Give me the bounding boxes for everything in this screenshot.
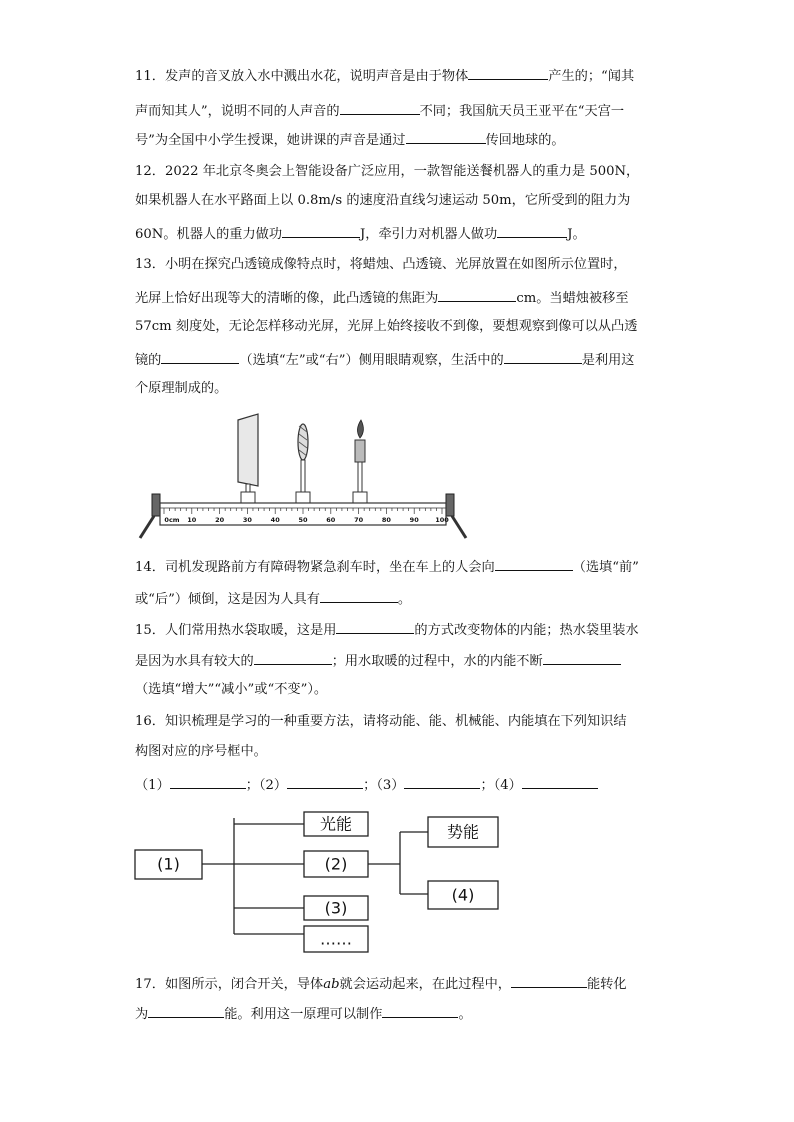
bench-post-right <box>446 494 454 516</box>
q12-line3 <box>135 224 586 244</box>
box-2-label: (2) <box>324 854 348 874</box>
q14-text: 或“后”）倾倒，这是因为人具有 <box>135 592 320 607</box>
ruler-label: 50 <box>298 516 308 524</box>
q17-text: 能转化 <box>586 977 627 992</box>
ruler-label: 90 <box>409 516 419 524</box>
q15-line2 <box>135 651 621 671</box>
q13-line5 <box>135 380 227 398</box>
q16-blank-1[interactable] <box>170 775 246 789</box>
box-3-label: (3) <box>324 898 348 918</box>
q17-text: 能。利用这一原理可以制作 <box>224 1007 383 1022</box>
q13-line2 <box>135 288 629 308</box>
q11-text: 产生的；“闻其 <box>548 69 635 84</box>
q13-text: 光屏上恰好出现等大的清晰的像，此凸透镜的焦距为 <box>135 291 439 306</box>
box-potential-label: 势能 <box>446 822 480 842</box>
ruler-label: 40 <box>270 516 280 524</box>
ruler-label: 80 <box>381 516 391 524</box>
q11-line3 <box>135 130 565 150</box>
q12-text: J。 <box>567 227 586 242</box>
q14-text: 。 <box>397 592 412 607</box>
q12-blank-2[interactable] <box>497 224 567 238</box>
box-more-label: …… <box>320 929 352 949</box>
q11-blank-1[interactable] <box>468 66 548 80</box>
bench-post-left <box>152 494 160 516</box>
q15-text: （选填“增大”“减小”或“不变”）。 <box>135 682 328 697</box>
candle-flame <box>357 420 363 438</box>
ruler-label: 30 <box>242 516 252 524</box>
q12-blank-1[interactable] <box>282 224 360 238</box>
energy-structure-diagram <box>130 806 530 958</box>
q15-blank-3[interactable] <box>543 651 621 665</box>
q16-answer-label-2: ；（2） <box>245 778 288 793</box>
q14-line1 <box>135 557 639 577</box>
light-screen <box>238 414 258 486</box>
q16-text: 构图对应的序号框中。 <box>135 744 267 759</box>
q14-blank-2[interactable] <box>320 589 398 603</box>
q11-text: 传回地球的。 <box>485 133 565 148</box>
q17-blank-1[interactable] <box>511 974 587 988</box>
q13-line3 <box>135 318 637 336</box>
q13-text: （选填“左”或“右”）侧用眼睛观察，生活中的 <box>239 353 504 368</box>
lens-stem <box>301 460 305 496</box>
q15-text: ；用水取暖的过程中，水的内能不断 <box>331 654 543 669</box>
q17-line2 <box>135 1004 472 1024</box>
q11-blank-2[interactable] <box>340 101 420 115</box>
q11-text: 11．发声的音叉放入水中溅出水花，说明声音是由于物体 <box>135 69 469 84</box>
q13-blank-3[interactable] <box>504 350 582 364</box>
q15-text: 的方式改变物体的内能；热水袋里装水 <box>414 623 639 638</box>
q13-text: 个原理制成的。 <box>135 381 228 396</box>
ruler-label: 60 <box>326 516 336 524</box>
q17-blank-2[interactable] <box>148 1004 224 1018</box>
ruler-label: 10 <box>187 516 197 524</box>
q16-line2 <box>135 743 267 761</box>
q16-answer-label-1: （1） <box>135 778 170 793</box>
q11-text: 不同；我国航天员王亚平在“天宫一 <box>419 104 625 119</box>
q14-line2 <box>135 589 411 609</box>
box-light-label: 光能 <box>319 814 353 834</box>
q16-blank-4[interactable] <box>522 775 598 789</box>
q17-blank-3[interactable] <box>382 1004 458 1018</box>
box-4-label: (4) <box>451 885 475 905</box>
ruler-label: 0cm <box>164 516 180 524</box>
q11-line2 <box>135 101 624 121</box>
ruler-label: 100 <box>435 516 449 524</box>
q17-text: 为 <box>135 1007 149 1022</box>
q11-blank-3[interactable] <box>406 130 486 144</box>
q13-text: 57cm 刻度处，无论怎样移动光屏，光屏上始终接收不到像，要想观察到像可以从凸透 <box>135 319 638 334</box>
q12-text: 60N。机器人的重力做功 <box>135 227 283 242</box>
q15-blank-1[interactable] <box>336 620 414 634</box>
candle <box>355 440 365 462</box>
q15-text: 是因为水具有较大的 <box>135 654 254 669</box>
q13-text: 是利用这 <box>581 353 635 368</box>
q14-text: （选填“前” <box>572 560 639 575</box>
q16-answer-label-4: ；（4） <box>480 778 522 793</box>
q15-blank-2[interactable] <box>254 651 332 665</box>
ruler-label: 70 <box>354 516 364 524</box>
q15-text: 15．人们常用热水袋取暖，这是用 <box>135 623 337 638</box>
q11-text: 号”为全国中小学生授课，她讲课的声音是通过 <box>135 133 406 148</box>
q12-line2 <box>135 192 630 210</box>
q13-blank-2[interactable] <box>161 350 239 364</box>
q13-line1 <box>135 256 627 274</box>
q17-text: 17．如图所示，闭合开关，导体 <box>135 977 324 992</box>
q14-blank-1[interactable] <box>495 557 573 571</box>
q17-text: 。 <box>458 1007 472 1022</box>
optical-bench-figure <box>134 412 474 542</box>
q13-text: 13．小明在探究凸透镜成像特点时，将蜡烛、凸透镜、光屏放置在如图所示位置时， <box>135 257 627 272</box>
q15-line1 <box>135 620 639 640</box>
q17-conductor-ab: ab <box>323 977 340 992</box>
q12-text: 12．2022 年北京冬奥会上智能设备广泛应用，一款智能送餐机器人的重力是 500N， <box>135 164 640 179</box>
ruler-label: 20 <box>215 516 225 524</box>
q11-text: 声而知其人”，说明不同的人声音的 <box>135 104 340 119</box>
q12-text: J，牵引力对机器人做功 <box>360 227 498 242</box>
q17-text: 就会运动起来，在此过程中， <box>339 977 511 992</box>
q16-answer-line <box>135 775 598 795</box>
q16-answer-label-3: ；（3） <box>363 778 405 793</box>
box-1-label: (1) <box>157 854 180 874</box>
q13-line4 <box>135 350 634 370</box>
q16-text: 16．知识梳理是学习的一种重要方法，请将动能、能、机械能、内能填在下列知识结 <box>135 714 627 729</box>
q15-line3 <box>135 681 327 699</box>
q16-blank-2[interactable] <box>287 775 363 789</box>
q13-blank-1[interactable] <box>438 288 516 302</box>
q12-text: 如果机器人在水平路面上以 0.8m/s 的速度沿直线匀速运动 50m，它所受到的阻力为 <box>135 193 631 208</box>
q12-line1 <box>135 163 639 181</box>
q16-blank-3[interactable] <box>404 775 480 789</box>
q11-line1 <box>135 66 634 86</box>
candle-stem <box>358 462 362 496</box>
q14-text: 14．司机发现路前方有障碍物紧急刹车时，坐在车上的人会向 <box>135 560 495 575</box>
q13-text: cm。当蜡烛被移至 <box>516 291 629 306</box>
q16-line1 <box>135 713 627 731</box>
q17-line1 <box>135 974 627 994</box>
q13-text: 镜的 <box>135 353 162 368</box>
